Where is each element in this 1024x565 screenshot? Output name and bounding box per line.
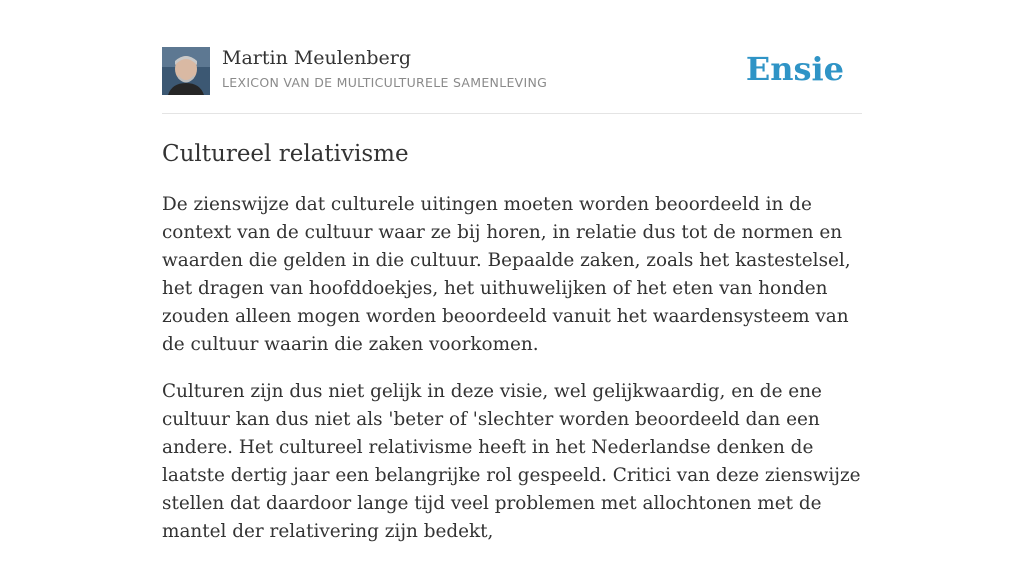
author-portrait-icon	[162, 47, 210, 95]
article-paragraph: De zienswijze dat culturele uitingen moeten worden beoordeeld in de context van de cultuur waar ze bij horen, in relatie dus tot de normen en waarden die gelden in die cultuur. Bepaalde zaken, zoals het kastestelsel, het dragen van hoofddoekjes, het uithuwelijken of het eten van honden zouden alleen mogen worden beoordeeld vanuit het waardensysteem van de cultuur waarin die zaken voorkomen.	[162, 194, 851, 355]
author-name[interactable]: Martin Meulenberg	[222, 47, 411, 69]
article-header	[162, 0, 862, 114]
article-paragraph: Culturen zijn dus niet gelijk in deze visie, wel gelijkwaardig, en de ene cultuur kan dus niet als 'beter of 'slechter worden beoordeeld dan een andere. Het cultureel relativisme heeft in het Nederlandse denken de laatste dertig jaar een belangrijke rol gespeeld. Critici van deze zienswijze stellen dat daardoor lange tijd veel problemen met allochtonen met de mantel der relativering zijn bedekt,	[162, 381, 861, 542]
content-container	[162, 0, 862, 565]
article-body	[162, 191, 862, 546]
article-title: Cultureel relativisme	[162, 141, 409, 167]
ensie-logo[interactable]: Ensie	[745, 50, 844, 88]
author-avatar[interactable]	[162, 47, 210, 95]
lexicon-name[interactable]: LEXICON VAN DE MULTICULTURELE SAMENLEVING	[222, 75, 548, 90]
